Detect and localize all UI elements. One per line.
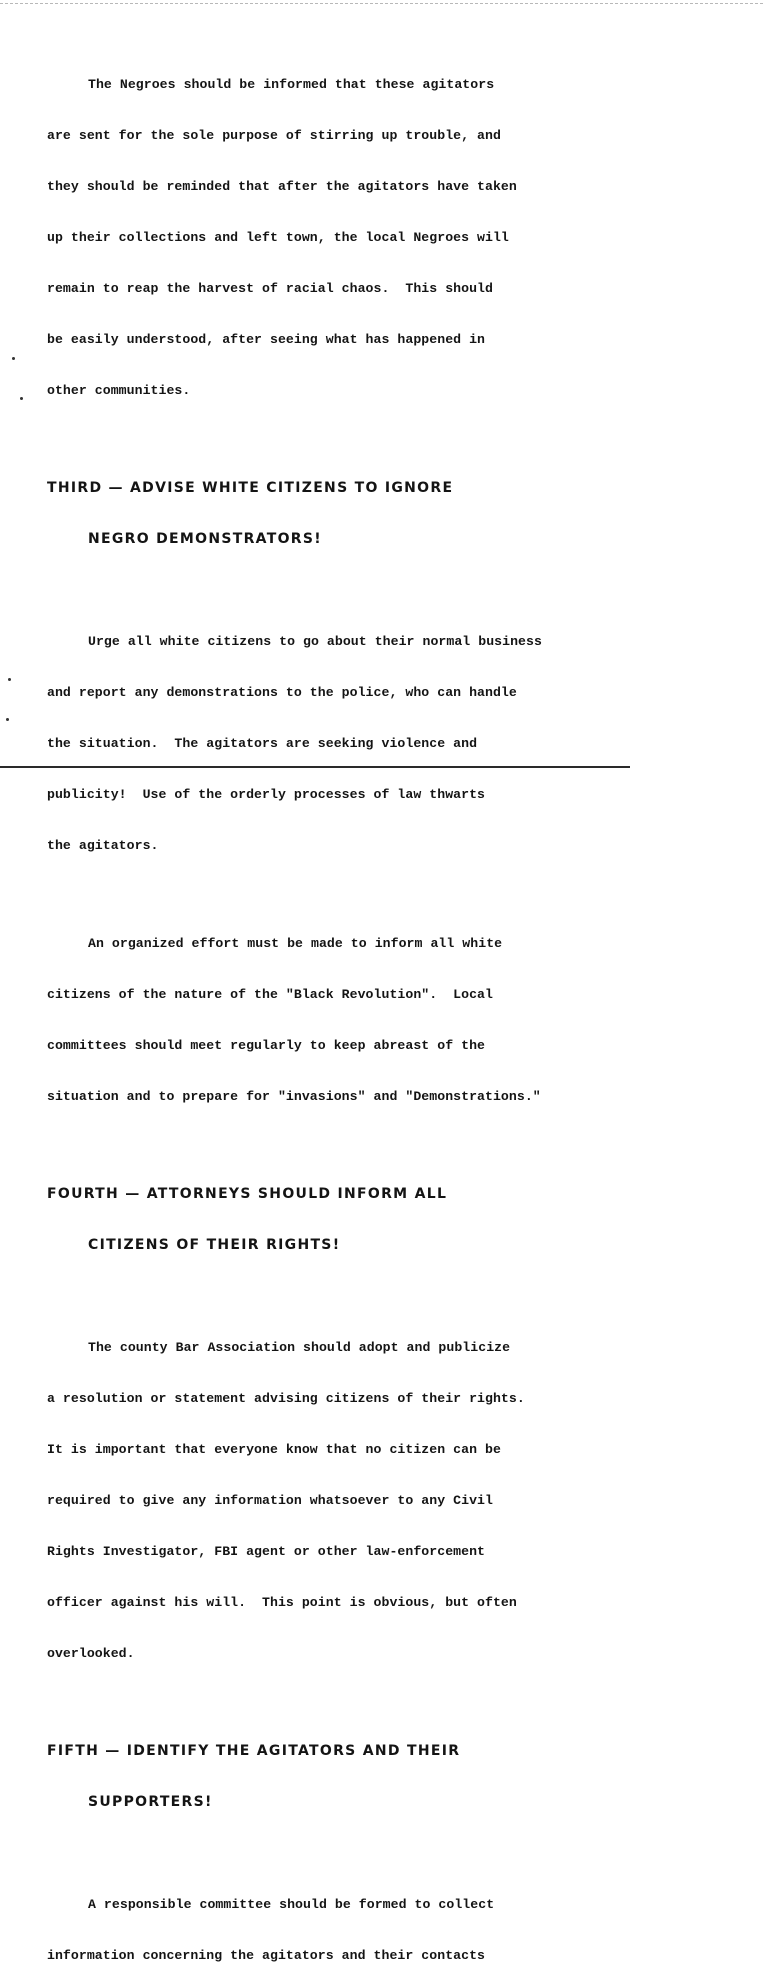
scan-speck [8,678,11,681]
paragraph-line: An organized effort must be made to inform all white [88,936,503,951]
section-heading-third [47,446,607,582]
paragraph-line: the agitators. [47,838,159,853]
paragraph-line: situation and to prepare for "invasions" and "Demonstrations." [47,1089,541,1104]
page-top-edge [0,3,763,4]
paragraph-line: up their collections and left town, the local Negroes will [47,230,509,245]
paragraph-line: The county Bar Association should adopt and publicize [88,1340,511,1355]
paragraph-line: officer against his will. This point is obvious, but often [47,1595,517,1610]
paragraph-responsible-committee [47,1862,607,1980]
section-heading-fourth [47,1152,607,1288]
paragraph-line: The Negroes should be informed that these agitators [88,77,495,92]
paragraph-bar-association [47,1305,607,1696]
heading-line: FOURTH — ATTORNEYS SHOULD INFORM ALL [47,1186,448,1202]
paragraph-line: be easily understood, after seeing what has happened in [47,332,486,347]
paragraph-line: overlooked. [47,1646,135,1661]
paragraph-line: and report any demonstrations to the police, who can handle [47,685,517,700]
paragraph-organized-effort [47,901,607,1139]
paragraph-line: Rights Investigator, FBI agent or other law-enforcement [47,1544,486,1559]
paragraph-line: It is important that everyone know that no citizen can be [47,1442,501,1457]
paragraph-line: information concerning the agitators and their contacts [47,1948,486,1963]
paragraph-ignore-demonstrators [47,599,607,888]
paragraph-line: publicity! Use of the orderly processes of law thwarts [47,787,486,802]
paragraph-line: remain to reap the harvest of racial chaos. This should [47,281,493,296]
paragraph-informing-negroes [47,42,607,433]
paragraph-line: A responsible committee should be formed to collect [88,1897,495,1912]
heading-line: THIRD — ADVISE WHITE CITIZENS TO IGNORE [47,480,454,496]
paragraph-line: a resolution or statement advising citizens of their rights. [47,1391,525,1406]
paragraph-line: citizens of the nature of the "Black Revolution". Local [47,987,493,1002]
heading-line: FIFTH — IDENTIFY THE AGITATORS AND THEIR [47,1743,461,1759]
paragraph-line: required to give any information whatsoever to any Civil [47,1493,493,1508]
paragraph-line: they should be reminded that after the agitators have taken [47,179,517,194]
heading-line: NEGRO DEMONSTRATORS! [88,531,322,547]
paragraph-line: committees should meet regularly to keep abreast of the [47,1038,486,1053]
scan-speck [12,357,15,360]
heading-line: CITIZENS OF THEIR RIGHTS! [88,1237,341,1253]
scan-speck [6,718,9,721]
paragraph-line: other communities. [47,383,191,398]
scan-speck [20,397,23,400]
document-body [47,42,607,1980]
paragraph-line: the situation. The agitators are seeking violence and [47,736,478,751]
paragraph-line: are sent for the sole purpose of stirring up trouble, and [47,128,501,143]
heading-line: SUPPORTERS! [88,1794,213,1810]
section-heading-fifth [47,1709,607,1845]
page-divider-line [0,766,630,768]
paragraph-line: Urge all white citizens to go about their normal business [88,634,542,649]
